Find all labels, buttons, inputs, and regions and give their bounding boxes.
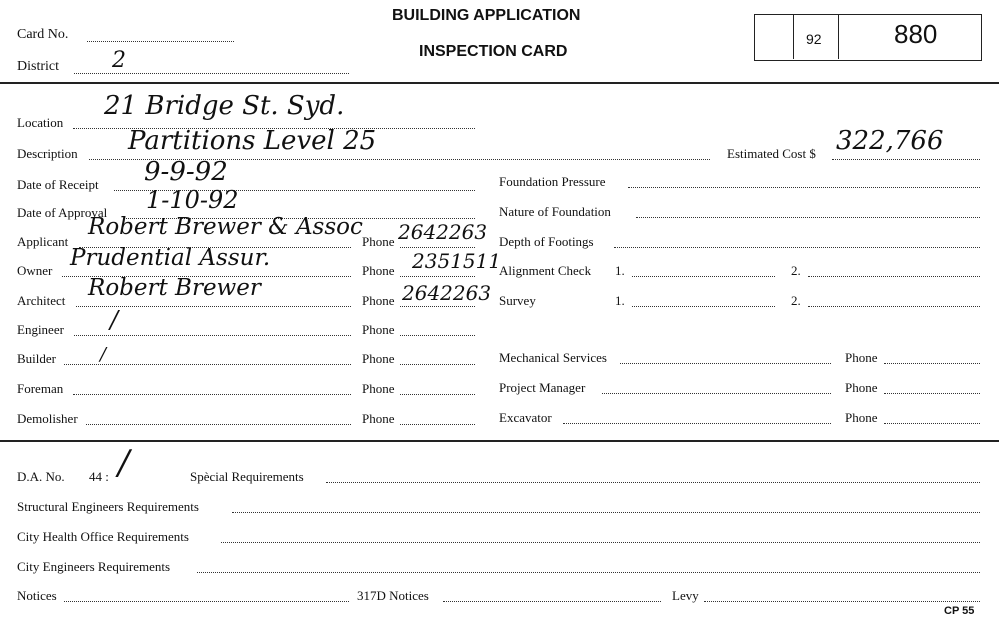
estimated-cost-label: Estimated Cost $ (727, 146, 816, 161)
architect-phone-line[interactable] (400, 306, 475, 307)
foundation-pressure-line[interactable] (628, 187, 980, 188)
project-manager-phone-line[interactable] (884, 393, 980, 394)
survey-1-line[interactable] (632, 306, 775, 307)
card-number-divider (793, 14, 794, 59)
builder-value: / (100, 344, 107, 365)
excavator-phone-line[interactable] (884, 423, 980, 424)
structural-requirements-line[interactable] (232, 512, 980, 513)
city-engineers-line[interactable] (197, 572, 980, 573)
notices-317d-line[interactable] (443, 601, 661, 602)
applicant-value: Robert Brewer & Assoc (88, 214, 363, 240)
excavator-line[interactable] (563, 423, 831, 424)
mechanical-line[interactable] (620, 363, 831, 364)
project-manager-label: Project Manager (499, 380, 586, 395)
location-value: 21 Bridge St. Syd. (104, 91, 345, 121)
engineer-line[interactable] (74, 335, 351, 336)
district-label: District (17, 59, 59, 74)
demolisher-label: Demolisher (17, 411, 78, 426)
form-code: CP 55 (944, 605, 975, 617)
mechanical-phone-line[interactable] (884, 363, 980, 364)
description-value: Partitions Level 25 (128, 126, 377, 156)
builder-phone-label: Phone (362, 351, 395, 366)
builder-line[interactable] (64, 364, 351, 365)
owner-phone-label: Phone (362, 263, 395, 278)
applicant-label: Applicant (17, 234, 69, 249)
notices-label: Notices (17, 588, 57, 603)
levy-label: Levy (672, 588, 699, 603)
architect-phone-value: 2642263 (402, 281, 492, 305)
depth-footings-line[interactable] (614, 247, 980, 248)
receipt-value: 9-9-92 (144, 157, 228, 187)
demolisher-phone-label: Phone (362, 411, 395, 426)
engineer-phone-line[interactable] (400, 335, 475, 336)
special-requirements-label: Spècial Requirements (190, 469, 304, 484)
builder-phone-line[interactable] (400, 364, 475, 365)
card-year: 92 (806, 31, 822, 47)
foreman-label: Foreman (17, 381, 64, 396)
architect-label: Architect (17, 293, 66, 308)
foundation-pressure-label: Foundation Pressure (499, 174, 606, 189)
foreman-phone-label: Phone (362, 381, 395, 396)
project-manager-line[interactable] (602, 393, 831, 394)
structural-requirements-label: Structural Engineers Requirements (17, 499, 199, 514)
levy-line[interactable] (704, 601, 980, 602)
district-line[interactable] (74, 73, 349, 74)
district-value: 2 (112, 48, 126, 73)
header-rule (0, 82, 999, 84)
nature-foundation-label: Nature of Foundation (499, 204, 611, 219)
card-no-label: Card No. (17, 27, 69, 42)
alignment-2-label: 2. (791, 263, 801, 278)
receipt-label: Date of Receipt (17, 177, 99, 192)
special-requirements-line[interactable] (326, 482, 980, 483)
applicant-phone-label: Phone (362, 234, 395, 249)
excavator-label: Excavator (499, 410, 552, 425)
estimated-cost-line[interactable] (832, 159, 980, 160)
project-manager-phone-label: Phone (845, 380, 878, 395)
alignment-1-line[interactable] (632, 276, 775, 277)
owner-value: Prudential Assur. (70, 245, 271, 271)
health-requirements-line[interactable] (221, 542, 980, 543)
foreman-line[interactable] (73, 394, 351, 395)
engineer-value: / (110, 306, 119, 334)
card-number-divider-2 (838, 14, 839, 59)
alignment-2-line[interactable] (808, 276, 980, 277)
engineer-label: Engineer (17, 322, 64, 337)
demolisher-phone-line[interactable] (400, 424, 475, 425)
estimated-cost-value: 322,766 (836, 126, 944, 156)
card-number-box (754, 14, 982, 61)
form-title: BUILDING APPLICATION (392, 7, 581, 24)
depth-footings-label: Depth of Footings (499, 234, 594, 249)
engineer-phone-label: Phone (362, 322, 395, 337)
da-no-mark: / (118, 443, 130, 483)
owner-label: Owner (17, 263, 53, 278)
foreman-phone-line[interactable] (400, 394, 475, 395)
survey-2-line[interactable] (808, 306, 980, 307)
approval-value: 1-10-92 (146, 186, 239, 214)
notices-317d-label: 317D Notices (357, 588, 429, 603)
alignment-check-label: Alignment Check (499, 263, 592, 278)
da-no-label: D.A. No. (17, 469, 65, 484)
applicant-phone-value: 2642263 (398, 220, 488, 244)
form-subtitle: INSPECTION CARD (419, 43, 568, 60)
owner-phone-value: 2351511 (412, 249, 502, 273)
health-requirements-label: City Health Office Requirements (17, 529, 189, 544)
owner-phone-line[interactable] (400, 276, 475, 277)
architect-value: Robert Brewer (88, 275, 261, 301)
approval-label: Date of Approval (17, 205, 108, 220)
location-label: Location (17, 115, 64, 130)
architect-phone-label: Phone (362, 293, 395, 308)
excavator-phone-label: Phone (845, 410, 878, 425)
section-rule (0, 440, 999, 442)
applicant-phone-line[interactable] (400, 247, 475, 248)
mechanical-label: Mechanical Services (499, 350, 607, 365)
builder-label: Builder (17, 351, 56, 366)
card-no-line[interactable] (87, 41, 234, 42)
survey-2-label: 2. (791, 293, 801, 308)
mechanical-phone-label: Phone (845, 350, 878, 365)
alignment-1-label: 1. (615, 263, 625, 278)
demolisher-line[interactable] (86, 424, 351, 425)
da-no-value: 44 : (89, 469, 109, 484)
survey-label: Survey (499, 293, 536, 308)
notices-line[interactable] (64, 601, 349, 602)
city-engineers-label: City Engineers Requirements (17, 559, 171, 574)
description-label: Description (17, 146, 78, 161)
card-number: 880 (894, 19, 938, 49)
survey-1-label: 1. (615, 293, 625, 308)
nature-foundation-line[interactable] (636, 217, 980, 218)
